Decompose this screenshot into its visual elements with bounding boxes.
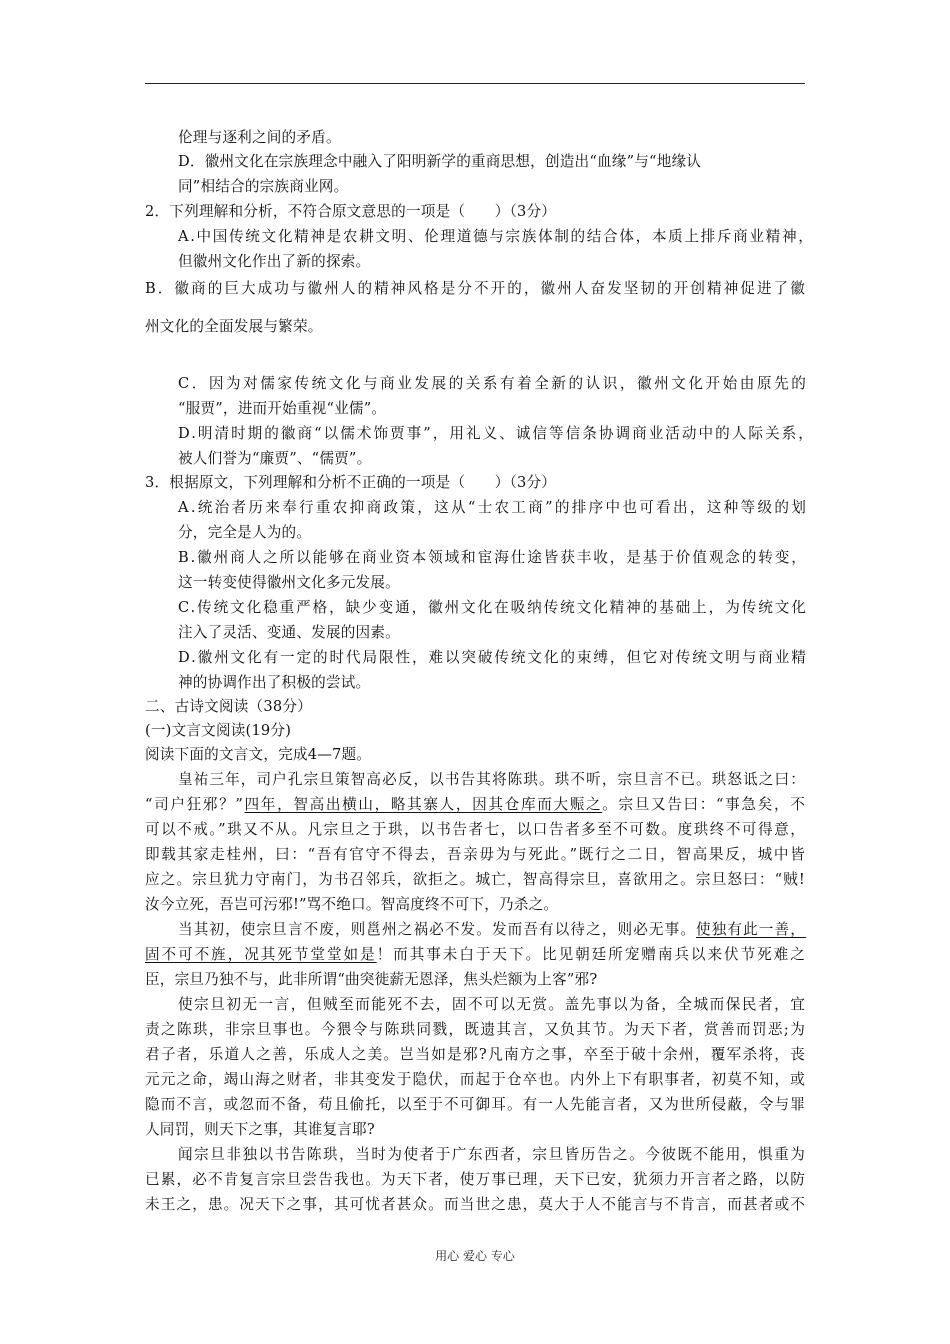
text-line: D.明清时期的徽商“以儒术饰贾事”，用礼义、诚信等信条协调商业活动中的人际关系， (178, 425, 815, 442)
text-line: 同”相结合的宗族商业网。 (178, 178, 349, 195)
text-line: C.传统文化稳重严格，缺少变通，徽州文化在吸纳传统文化精神的基础上，为传统文化 (178, 599, 808, 616)
text-segment: 当其初，使宗旦言不废，则邕州之祸必不发。发而吾有以待之，则必无事。 (178, 921, 697, 938)
text-line: 应之。宗旦犹力守南门，为书召邻兵，欲拒之。城亡，智高得宗旦，喜欲用之。宗旦怒曰：“贼! (145, 871, 806, 888)
text-line: A.中国传统文化精神是农耕文明、伦理道德与宗族体制的结合体，本质上排斥商业精神， (178, 228, 815, 245)
text-line: 被人们誉为“廉贾”、“儒贾”。 (178, 450, 372, 467)
text-line (145, 795, 806, 815)
text-line: 伦理与逐利之间的矛盾。 (178, 129, 341, 146)
text-line: (一)文言文阅读(19分) (145, 722, 292, 739)
underlined-text: 固不可不旌，况其死节堂堂如是 (145, 946, 377, 963)
text-line: 责之陈珙，非宗旦事也。今猥令与陈珙同戮，既遗其言，又负其节。为天下者，赏善而罚恶;为 (145, 1021, 807, 1038)
text-line (145, 945, 807, 965)
text-line: 二、古诗文阅读（38分） (145, 698, 312, 715)
text-line: 闻宗旦非独以书告陈珙，当时为使者于广东西者，宗旦皆历告之。今彼既不能用，惧重为 (178, 1146, 807, 1163)
text-line: 阅读下面的文言文，完成4—7题。 (145, 746, 372, 763)
text-line: 汝今立死，吾岂可污邪!”骂不绝口。智高度终不可下，乃杀之。 (145, 896, 559, 913)
text-line: 州文化的全面发展与繁荣。 (145, 318, 323, 335)
page-footer: 用心 爱心 专心 (435, 1249, 515, 1263)
text-line: 这一转变使得徽州文化多元发展。 (178, 574, 400, 591)
text-segment: ！而其事未白于天下。比见朝廷所宠赠南兵以来伏节死难之 (376, 946, 807, 963)
text-line: 分，完全是人为的。 (178, 524, 312, 541)
underlined-text: 四年，智高出横山，略其寨人，因其仓库而大赈之 (244, 796, 603, 813)
text-line: 注入了灵活、变通、发展的因素。 (178, 624, 400, 641)
text-segment: 。宗旦又告曰：“事急矣，不 (602, 796, 807, 813)
text-line: B.徽州商人之所以能够在商业资本领域和宦海仕途皆获丰收，是基于价值观念的转变， (178, 549, 808, 566)
text-line: 君子者，乐道人之善，乐成人之美。岂当如是邪?凡南方之事，卒至于破十余州，覆军杀将，丧 (145, 1046, 807, 1063)
text-line: 人同罚，则天下之事，其谁复言耶? (145, 1121, 375, 1138)
text-line: D．徽州文化在宗族理念中融入了阳明新学的重商思想，创造出“血缘”与“地缘认 (178, 153, 702, 170)
text-line: 使宗旦初无一言，但贼至而能死不去，固不可以无赏。盖先事以为备，全城而保民者，宜 (178, 996, 807, 1013)
text-line: 臣，宗旦乃独不与，此非所谓“曲突徙薪无恩泽，焦头烂额为上客”邪? (145, 971, 598, 988)
text-line: 隐而不言，或忽而不备，苟且偷托，以至于不可御耳。有一人先能言者，又为世所侵蔽，令与罪 (145, 1096, 806, 1113)
text-line: 神的协调作出了积极的尝试。 (178, 674, 371, 691)
text-line: 2．下列理解和分析，不符合原文意思的一项是（ ）（3分） (145, 203, 557, 220)
text-line (178, 920, 806, 940)
text-line: 但徽州文化作出了新的探索。 (178, 253, 371, 270)
underlined-text: 使独有此一善， (696, 921, 806, 938)
text-line: A.统治者历来奉行重农抑商政策，这从“士农工商”的排序中也可看出，这种等级的划 (178, 499, 809, 516)
text-line: D.徽州文化有一定的时代局限性，难以突破传统文化的束缚，但它对传统文明与商业精 (178, 649, 808, 666)
text-line: 即载其家走桂州，曰：“吾有官守不得去，吾亲毋为与死此。”既行之二日，智高果反，城中皆 (145, 846, 807, 863)
text-line: 元元之命，竭山海之财者，非其变发于隐伏，而起于仓卒也。内外上下有职事者，初莫不知，或 (145, 1071, 806, 1088)
text-line: 可以不戒。”珙又不从。凡宗旦之于珙，以书告者七，以口告者多至不可数。度珙终不可得意， (145, 821, 807, 838)
text-line: 皇祐三年，司户孔宗旦策智高必反，以书告其将陈珙。珙不听，宗旦言不已。珙怒诋之曰： (178, 771, 806, 788)
header-rule (145, 83, 805, 84)
text-segment: “司户狂邪？” (145, 796, 245, 813)
text-line: 未王之，患。况天下之事，其可忧者甚众。而当世之患，莫大于人不能言与不肯言，而甚者或不 (145, 1196, 806, 1213)
text-line: “服贾”，进而开始重视“业儒”。 (178, 400, 387, 417)
text-line: 3．根据原文，下列理解和分析不正确的一项是（ ）（3分） (145, 474, 557, 491)
text-line: 已累，必不肯复言宗旦尝告我也。为天下者，使万事已理，天下已安，犹须力开言者之路，以防 (145, 1171, 806, 1188)
text-line: B．徽商的巨大成功与徽州人的精神风格是分不开的，徽州人奋发坚韧的开创精神促进了徽 (145, 280, 807, 297)
text-line: C．因为对儒家传统文化与商业发展的关系有着全新的认识，徽州文化开始由原先的 (178, 375, 809, 392)
